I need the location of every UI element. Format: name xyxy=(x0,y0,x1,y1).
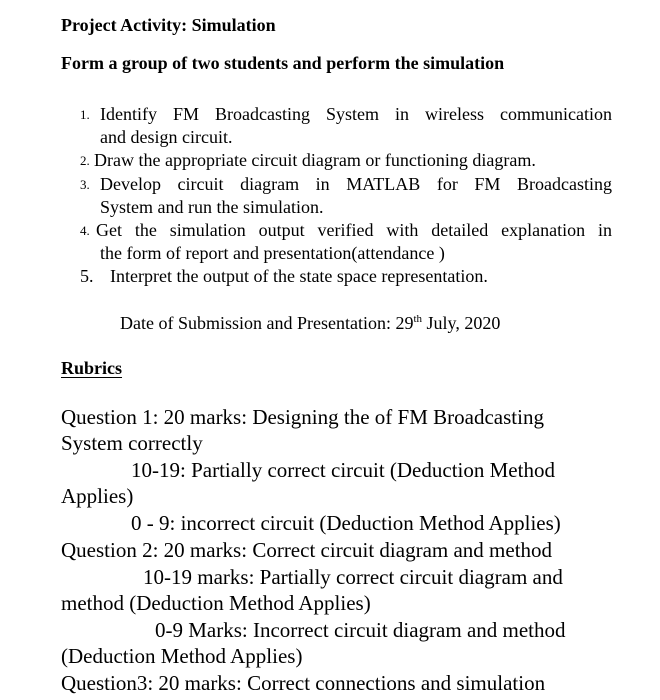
date-ordinal: th xyxy=(413,313,423,325)
list-number: 3. xyxy=(80,177,90,192)
list-number: 4. xyxy=(80,223,90,238)
list-text: Draw the appropriate circuit diagram or functioning diagram. xyxy=(94,150,536,170)
list-text: Get the simulation output verified with detailed explanation in xyxy=(96,220,612,240)
submission-month-year: July, 2020 xyxy=(422,313,501,333)
rubric-line: 10-19 marks: Partially correct circuit diagram and xyxy=(143,565,563,589)
rubric-line: Applies) xyxy=(61,484,134,508)
list-text-continued: System and run the simulation. xyxy=(100,197,324,217)
list-text-continued: and design circuit. xyxy=(100,127,233,147)
list-text-continued: the form of report and presentation(attendance ) xyxy=(100,243,445,263)
rubric-line: Question3: 20 marks: Correct connections and simulation xyxy=(61,671,546,695)
rubric-line: method (Deduction Method Applies) xyxy=(61,591,371,615)
list-number: 2. xyxy=(80,153,90,168)
submission-date xyxy=(120,313,500,334)
list-text: Interpret the output of the state space representation. xyxy=(110,266,488,286)
rubric-line: Question 2: 20 marks: Correct circuit diagram and method xyxy=(61,538,553,562)
rubric-line: (Deduction Method Applies) xyxy=(61,644,303,668)
list-number: 1. xyxy=(80,107,90,122)
group-instruction: Form a group of two students and perform the simulation xyxy=(61,53,505,73)
rubrics-heading: Rubrics xyxy=(61,358,123,378)
rubric-line: Question 1: 20 marks: Designing the of FM Broadcasting xyxy=(61,405,544,429)
list-text: Identify FM Broadcasting System in wireless communication xyxy=(100,104,612,124)
rubric-line: 10-19: Partially correct circuit (Deduction Method xyxy=(131,458,555,482)
list-number: 5. xyxy=(80,266,94,286)
rubric-line: 0 - 9: incorrect circuit (Deduction Method Applies) xyxy=(131,511,561,535)
rubric-line: System correctly xyxy=(61,431,203,455)
list-text: Develop circuit diagram in MATLAB for FM Broadcasting xyxy=(100,174,612,194)
submission-label: Date of Submission and Presentation: 29 xyxy=(120,313,414,333)
project-title: Project Activity: Simulation xyxy=(61,15,276,35)
rubric-line: 0-9 Marks: Incorrect circuit diagram and method xyxy=(155,618,566,642)
